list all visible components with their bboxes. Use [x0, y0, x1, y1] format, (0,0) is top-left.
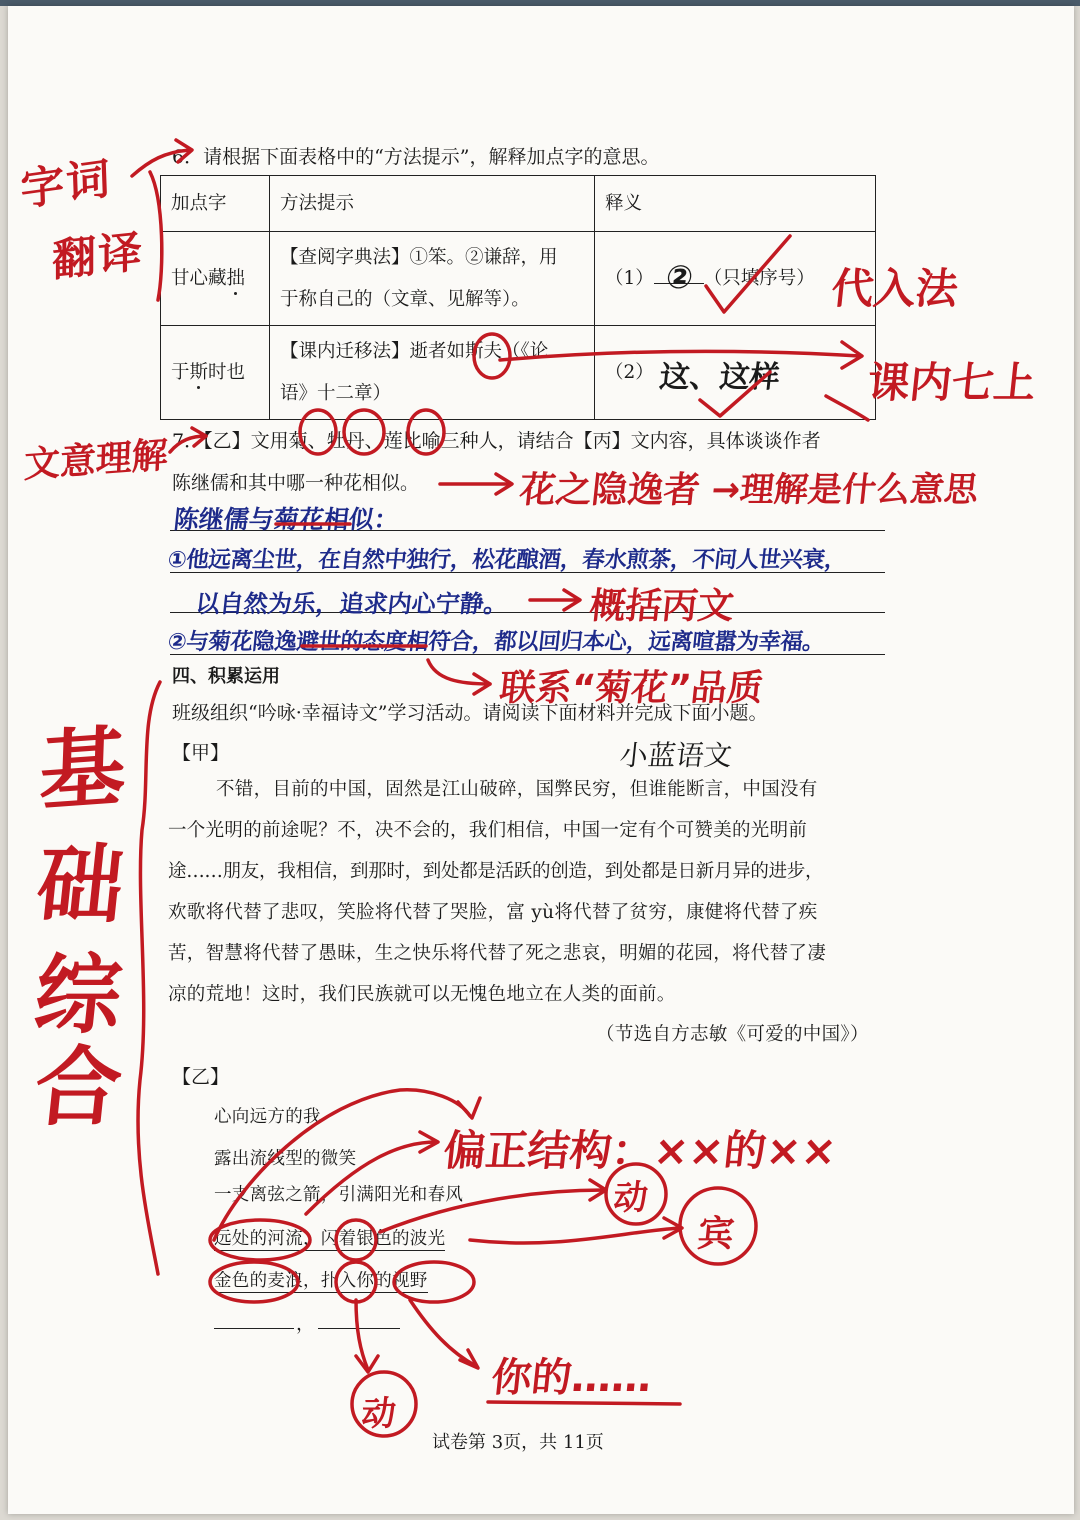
- header-meaning: 释义: [595, 176, 876, 232]
- row1-hint: [270, 232, 595, 326]
- row2-hint-line1: 【课内迁移法】逝者如斯夫（《论: [280, 340, 549, 362]
- row1-hint-line2: 于称自己的（文章、见解等）。: [280, 288, 530, 310]
- note-chu: 础: [31, 836, 129, 936]
- note-wenyi: 文意理解: [23, 434, 169, 487]
- row1-word: 甘心藏拙: [161, 232, 270, 326]
- header-hint: 方法提示: [270, 176, 595, 232]
- note-ciyu: 字词: [19, 152, 113, 217]
- page-footer: 试卷第 3页，共 11页: [432, 1432, 604, 1453]
- note-answer-2: ②: [664, 258, 696, 296]
- note-he: 合: [29, 1038, 127, 1138]
- row2-word: 于斯时也: [161, 326, 270, 420]
- poem-line-3: 一支离弦之箭，引满阳光和春风: [214, 1185, 464, 1205]
- jia-line-3: 途……朋友，我相信，到那时，到处都是活跃的创造，到处都是日新月异的进步，: [168, 861, 824, 882]
- note-dong-1: 动: [611, 1178, 650, 1218]
- note-zheyang: 这、这样: [657, 360, 782, 395]
- yi-label: 【乙】: [172, 1066, 230, 1088]
- answer-text-2: ①他远离尘世，在自然中独行，松花酿酒，春水煎茶，不问人世兴衰，: [166, 547, 848, 573]
- q7-line1: 7．【乙】文用菊、牡丹、莲比喻三种人，请结合【丙】文内容，具体谈谈作者: [172, 430, 821, 452]
- row1-answer-suffix: （只填序号）: [703, 267, 815, 289]
- note-zong: 综: [29, 946, 127, 1046]
- header-word: 加点字: [161, 176, 270, 232]
- poem-line-5: 金色的麦浪，扑入你的视野: [214, 1271, 428, 1291]
- note-dairu: 代入法: [829, 264, 961, 313]
- row1-answer-prefix: （1）: [605, 267, 654, 289]
- poem-line-2: 露出流线型的微笑: [214, 1149, 357, 1169]
- section4-intro: 班级组织“吟咏·幸福诗文”学习活动。请阅读下面材料并完成下面小题。: [172, 702, 768, 724]
- jia-label: 【甲】: [172, 742, 230, 764]
- row2-hint: [270, 326, 595, 420]
- jia-source: （节选自方志敏《可爱的中国》）: [596, 1024, 869, 1045]
- note-lijie: →理解是什么意思: [709, 470, 981, 510]
- q6-stem: 6．请根据下面表格中的“方法提示”，解释加点字的意思。: [172, 146, 660, 168]
- note-dong-2: 动: [359, 1394, 398, 1434]
- blank-1: [214, 1328, 294, 1329]
- jia-line-6: 凉的荒地！这时，我们民族就可以无愧色地立在人类的面前。: [168, 984, 676, 1005]
- note-fanyi: 翻译: [52, 226, 144, 287]
- note-taoyuanzhe: 花之隐逸者: [517, 470, 702, 511]
- row2-answer-prefix: （2）: [605, 361, 654, 383]
- note-gaikuo: 概括丙文: [587, 586, 736, 627]
- note-bin: 宾: [695, 1214, 736, 1255]
- poem-line-1: 心向远方的我: [214, 1107, 321, 1127]
- note-nide: 你的……: [489, 1355, 655, 1401]
- blank-2: [318, 1328, 400, 1329]
- note-kenei: 课内七上: [865, 358, 1039, 407]
- jia-line-5: 苦，智慧将代替了愚昧，生之快乐将代替了死之悲哀，明媚的花园，将代替了凄: [168, 943, 827, 964]
- jia-line-2: 一个光明的前途呢？不，决不会的，我们相信，中国一定有个可赞美的光明前: [168, 820, 808, 841]
- note-ji: 基: [38, 716, 128, 824]
- note-pianzheng: 偏正结构：××的××: [441, 1126, 840, 1175]
- answer-text-4: ②与菊花隐逸避世的态度相符合，都以回归本心，远离喧嚣为幸福。: [166, 629, 826, 655]
- section4-title: 四、积累运用: [172, 666, 280, 687]
- note-lianxi: 联系“菊花”品质: [497, 668, 766, 709]
- blank-separator: ，: [296, 1314, 315, 1335]
- note-xiaolan: 小蓝语文: [618, 739, 734, 772]
- row2-hint-line2: 语》十二章）: [280, 382, 392, 404]
- answer-text-1: 陈继儒与菊花相似：: [172, 505, 401, 534]
- q7-line2: 陈继儒和其中哪一种花相似。: [172, 472, 420, 494]
- row1-hint-line1: 【查阅字典法】①笨。②谦辞，用: [280, 246, 558, 268]
- jia-line-4: 欢歌将代替了悲叹，笑脸将代替了哭脸，富 yù将代替了贫穷，康健将代替了疾: [168, 902, 818, 923]
- jia-line-1: 不错，目前的中国，固然是江山破碎，国弊民穷，但谁能断言，中国没有: [216, 779, 818, 800]
- answer-text-3: 以自然为乐，追求内心宁静。: [194, 590, 510, 618]
- poem-line-4: 远处的河流，闪着银色的波光: [214, 1229, 446, 1249]
